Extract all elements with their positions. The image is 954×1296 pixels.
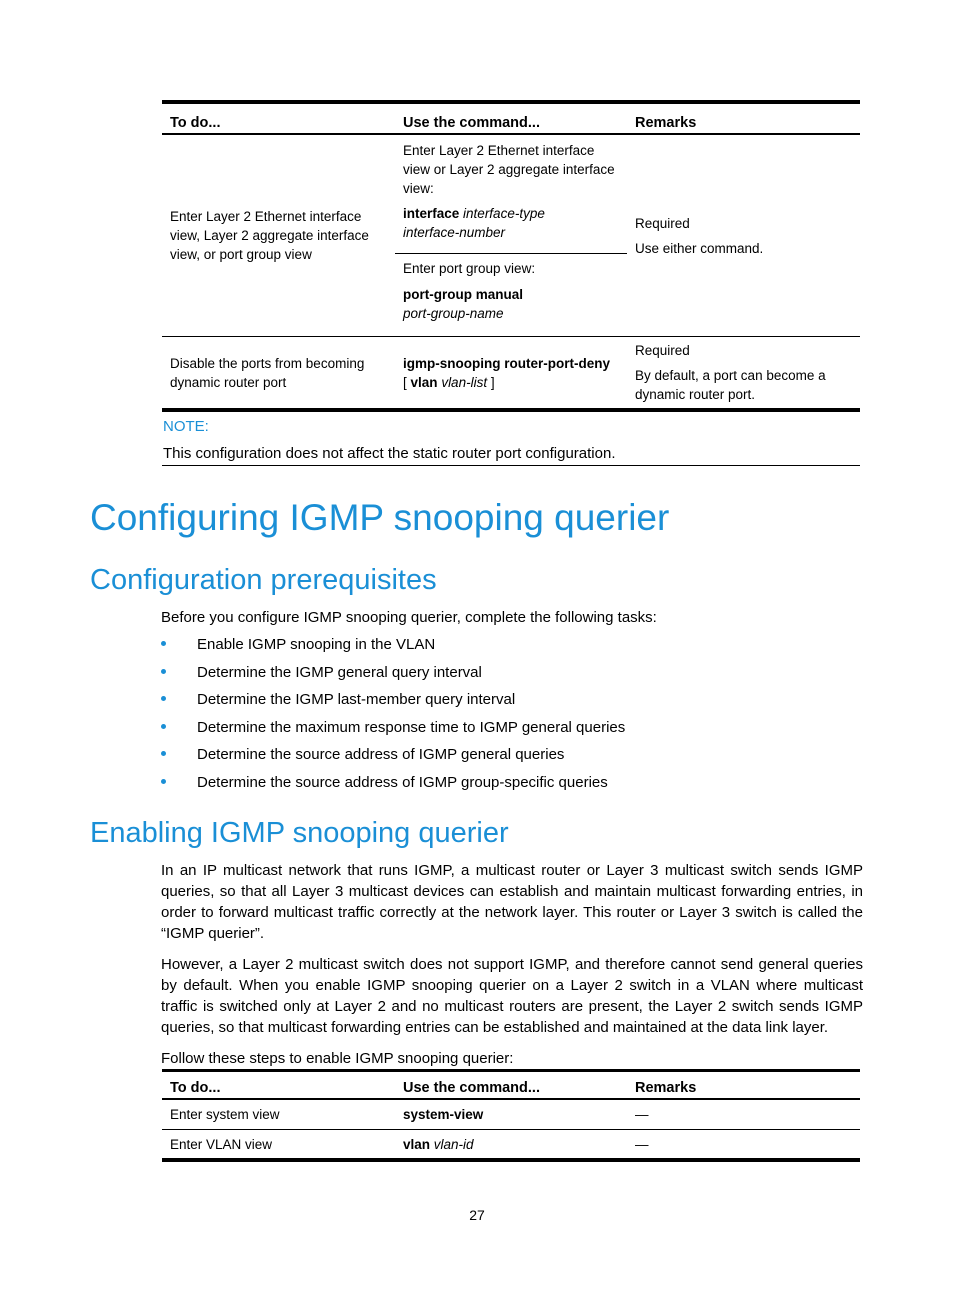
page-number: 27 — [469, 1207, 485, 1223]
bracket-open: [ — [403, 374, 407, 390]
remark-note: Use either command. — [635, 240, 764, 256]
command-table-1 — [162, 100, 860, 412]
section-heading-prerequisites: Configuration prerequisites — [90, 564, 437, 596]
command-cell — [395, 337, 627, 411]
list-item-text: Determine the source address of IGMP group-specific queries — [197, 773, 608, 791]
bullet-icon — [161, 779, 166, 784]
prerequisites-intro: Before you configure IGMP snooping querier, complete the following tasks: — [161, 609, 657, 626]
command-keyword: port-group manual — [403, 287, 523, 302]
command-keyword: system-view — [403, 1107, 484, 1122]
command-syntax — [403, 285, 619, 323]
command-cell — [395, 254, 627, 337]
list-item — [161, 689, 625, 717]
list-item-text: Determine the maximum response time to IGMP general queries — [197, 718, 626, 736]
command-keyword: vlan — [403, 1136, 431, 1152]
page-title: Configuring IGMP snooping querier — [90, 497, 670, 538]
list-item-text: Enable IGMP snooping in the VLAN — [197, 636, 436, 653]
note-box — [162, 408, 860, 466]
command-cell — [395, 1130, 627, 1161]
command-syntax — [403, 204, 619, 242]
note-text: This configuration does not affect the static router port configuration. — [163, 445, 616, 462]
remarks-cell — [627, 134, 860, 337]
col-header-command: Use the command... — [403, 115, 540, 131]
command-argument: interface-number — [403, 225, 506, 240]
bullet-icon — [161, 669, 166, 674]
list-item-text: Determine the IGMP general query interval — [197, 663, 482, 681]
todo-cell: Disable the ports from becoming dynamic router port — [162, 337, 395, 411]
remark-required: Required — [635, 343, 690, 358]
command-argument: interface-type — [463, 206, 545, 221]
enabling-paragraph-1: In an IP multicast network that runs IGMP, a multicast router or Layer 3 multicast switch sends IGMP queries, so that all Layer 3 multicast devices can establish and maintain multicast forwarding entries, in order to forward multicast traffic correctly at the network layer. This router or Layer 3 switch is called the “IGMP querier”. — [161, 862, 863, 942]
list-item — [161, 662, 625, 690]
command-keyword: interface — [403, 206, 460, 221]
bracket-close: ] — [490, 374, 495, 390]
table-row — [162, 337, 860, 411]
command-argument: vlan-id — [433, 1136, 474, 1152]
command-cell — [395, 1099, 627, 1130]
remarks-cell: — — [627, 1130, 860, 1161]
enabling-paragraph-2: However, a Layer 2 multicast switch does not support IGMP, and therefore cannot send general queries by default. When you enable IGMP snooping querier on a Layer 2 switch in a VLAN where multicast traffic is switched only at Layer 2 and no multicast routers are present, the Layer 2 switch sends IGMP queries, so that multicast forwarding entries can be established and maintained at the data link layer. — [161, 956, 863, 1036]
bullet-icon — [161, 696, 166, 701]
command-description: Enter Layer 2 Ethernet interface view or Layer 2 aggregate interface view: — [403, 143, 615, 196]
section-heading-enabling: Enabling IGMP snooping querier — [90, 817, 509, 849]
command-argument: port-group-name — [403, 306, 504, 321]
remark-note: By default, a port can become a dynamic router port. — [635, 368, 826, 402]
table-row — [162, 1130, 860, 1161]
list-item — [161, 634, 625, 662]
list-item — [161, 772, 625, 800]
col-header-remarks: Remarks — [635, 1080, 697, 1096]
command-description: Enter port group view: — [403, 261, 536, 276]
bullet-icon — [161, 751, 166, 756]
remarks-cell — [627, 337, 860, 411]
prerequisites-list — [161, 634, 625, 799]
todo-cell: Enter system view — [170, 1107, 280, 1122]
table-row — [162, 134, 860, 254]
command-keyword: igmp-snooping router-port-deny — [403, 355, 610, 371]
list-item-text: Determine the IGMP last-member query interval — [197, 691, 516, 708]
list-item — [161, 717, 625, 745]
note-label: NOTE: — [163, 418, 209, 435]
col-header-remarks: Remarks — [635, 115, 697, 131]
bullet-icon — [161, 724, 166, 729]
command-table-2 — [162, 1069, 860, 1162]
bullet-icon — [161, 641, 166, 646]
command-keyword: vlan — [410, 374, 438, 390]
command-cell — [395, 134, 627, 254]
col-header-command: Use the command... — [403, 1080, 540, 1096]
steps-intro: Follow these steps to enable IGMP snooping querier: — [161, 1050, 514, 1067]
remark-required: Required — [635, 215, 690, 231]
command-argument: vlan-list — [441, 374, 488, 390]
col-header-todo: To do... — [170, 115, 221, 131]
list-item-text: Determine the source address of IGMP general queries — [197, 746, 565, 763]
todo-cell: Enter VLAN view — [162, 1130, 395, 1161]
remarks-cell: — — [635, 1107, 649, 1122]
col-header-todo: To do... — [170, 1080, 221, 1096]
table-row — [162, 1099, 860, 1130]
list-item — [161, 744, 625, 772]
todo-cell: Enter Layer 2 Ethernet interface view, Layer 2 aggregate interface view, or port group view — [170, 209, 369, 262]
